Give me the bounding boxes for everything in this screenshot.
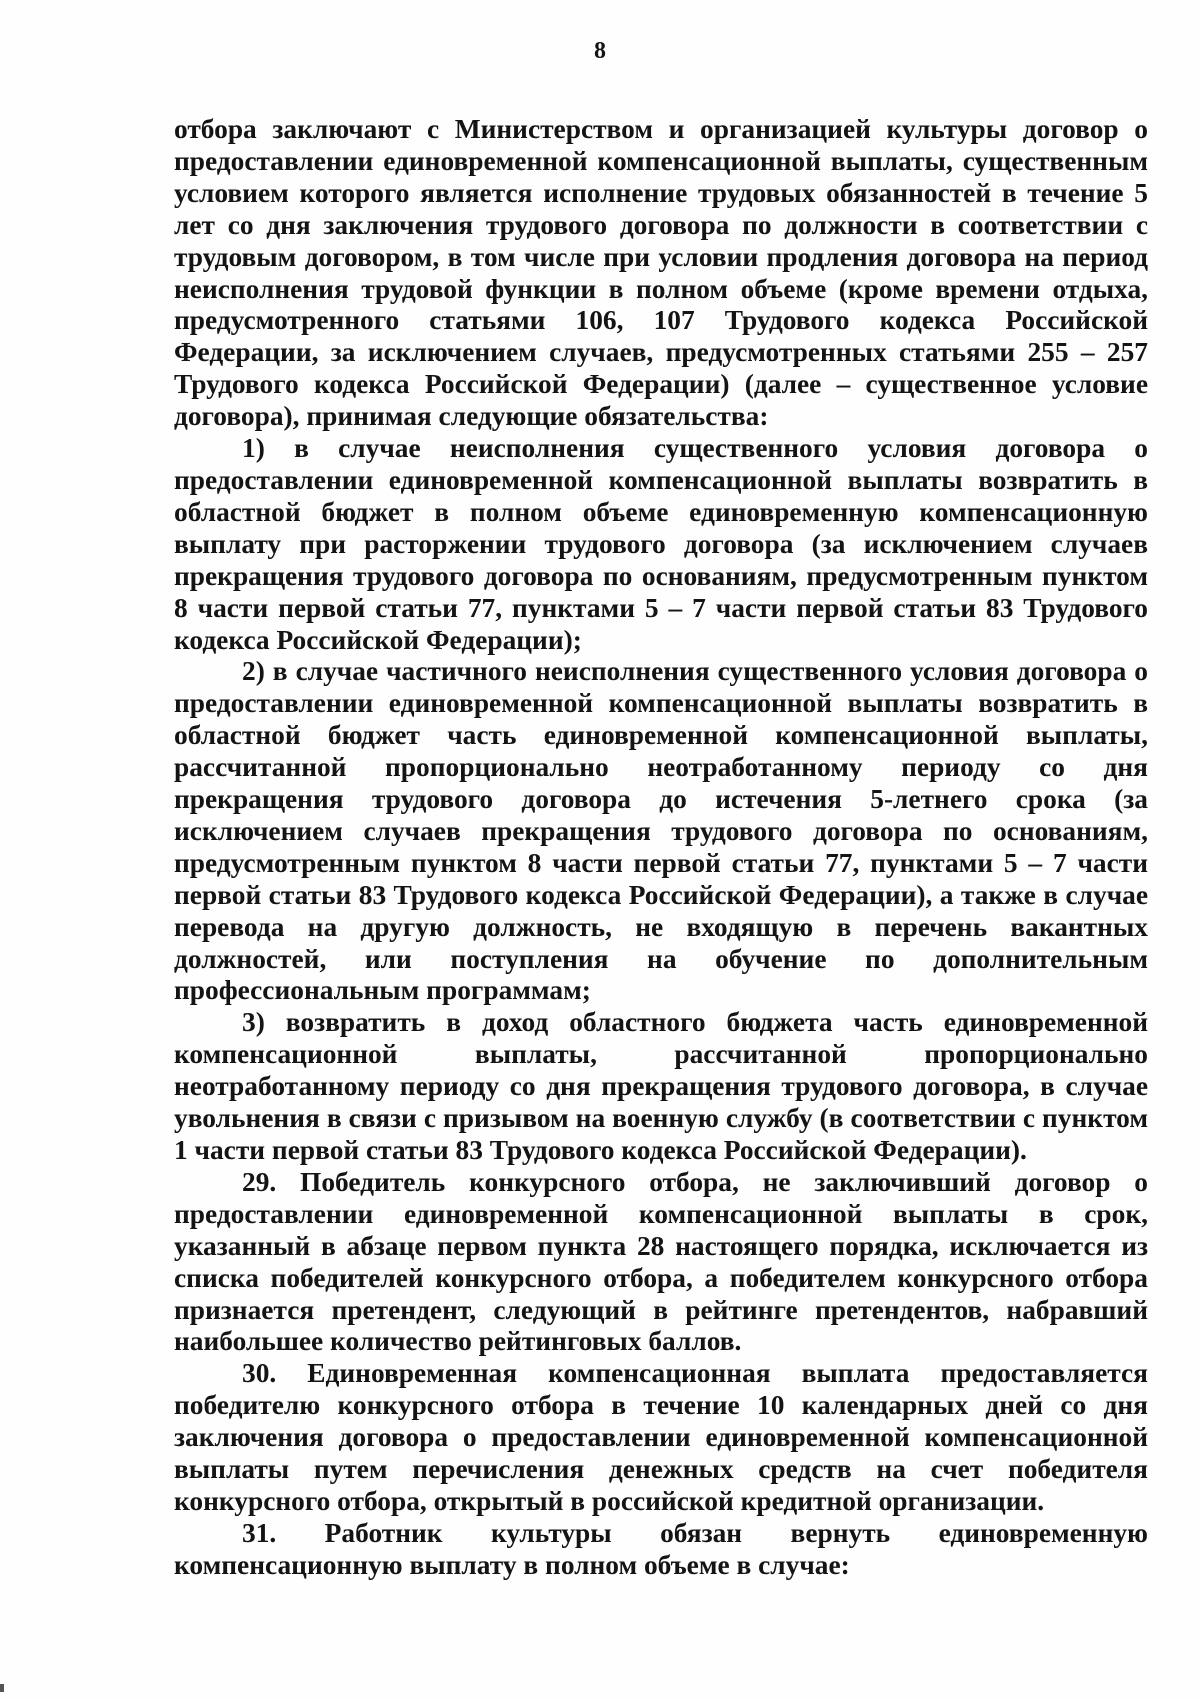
paragraph-item-29: 29. Победитель конкурсного отбора, не заключивший договор о предоставлении единовременной компенсационной выплаты в срок, указанный в абзаце первом пункта 28 настоящего порядка, исключается из списка победителей конкурсного отбора, а победителем конкурсного отбора признается претендент, следующий в рейтинге претендентов, набравший наибольшее количество рейтинговых баллов. — [174, 1166, 1148, 1357]
paragraph-item-31: 31. Работник культуры обязан вернуть единовременную компенсационную выплату в полном объеме в случае: — [174, 1517, 1148, 1580]
paragraph-continuation: отбора заключают с Министерством и организацией культуры договор о предоставлении единовременной компенсационной выплаты, существенным условием которого является исполнение трудовых обязанностей в течение 5 лет со дня заключения трудового договора по должности в соответствии с трудовым договором, в том числе при условии продления договора на период неисполнения трудовой функции в полном объеме (кроме времени отдыха, предусмотренного статьями 106, 107 Трудового кодекса Российской Федерации, за исключением случаев, предусмотренных статьями 255 – 257 Трудового кодекса Российской Федерации) (далее – существенное условие договора), принимая следующие обязательства: — [174, 114, 1148, 432]
document-body — [174, 114, 1148, 1582]
paragraph-obligation-1: 1) в случае неисполнения существенного условия договора о предоставлении единовременной компенсационной выплаты возвратить в областной бюджет в полном объеме единовременную компенсационную выплату при расторжении трудового договора (за исключением случаев прекращения трудового договора по основаниям, предусмотренным пунктом 8 части первой статьи 77, пунктами 5 – 7 части первой статьи 83 Трудового кодекса Российской Федерации); — [174, 433, 1148, 655]
scan-artifact-mark — [0, 1684, 4, 1692]
paragraph-obligation-3: 3) возвратить в доход областного бюджета часть единовременной компенсационной выплаты, рассчитанной пропорционально неотработанному периоду со дня прекращения трудового договора, в случае увольнения в связи с призывом на военную службу (в соответствии с пунктом 1 части первой статьи 83 Трудового кодекса Российской Федерации). — [174, 1007, 1148, 1165]
paragraph-obligation-2: 2) в случае частичного неисполнения существенного условия договора о предоставлении единовременной компенсационной выплаты возвратить в областной бюджет часть единовременной компенсационной выплаты, рассчитанной пропорционально неотработанному периоду со дня прекращения трудового договора до истечения 5-летнего срока (за исключением случаев прекращения трудового договора по основаниям, предусмотренным пунктом 8 части первой статьи 77, пунктами 5 – 7 части первой статьи 83 Трудового кодекса Российской Федерации), а также в случае перевода на другую должность, не входящую в перечень вакантных должностей, или поступления на обучение по дополнительным профессиональным программам; — [174, 656, 1148, 1006]
page-number: 8 — [594, 38, 606, 64]
paragraph-item-30: 30. Единовременная компенсационная выплата предоставляется победителю конкурсного отбора в течение 10 календарных дней со дня заключения договора о предоставлении единовременной компенсационной выплаты путем перечисления денежных средств на счет победителя конкурсного отбора, открытый в российской кредитной организации. — [174, 1358, 1148, 1516]
